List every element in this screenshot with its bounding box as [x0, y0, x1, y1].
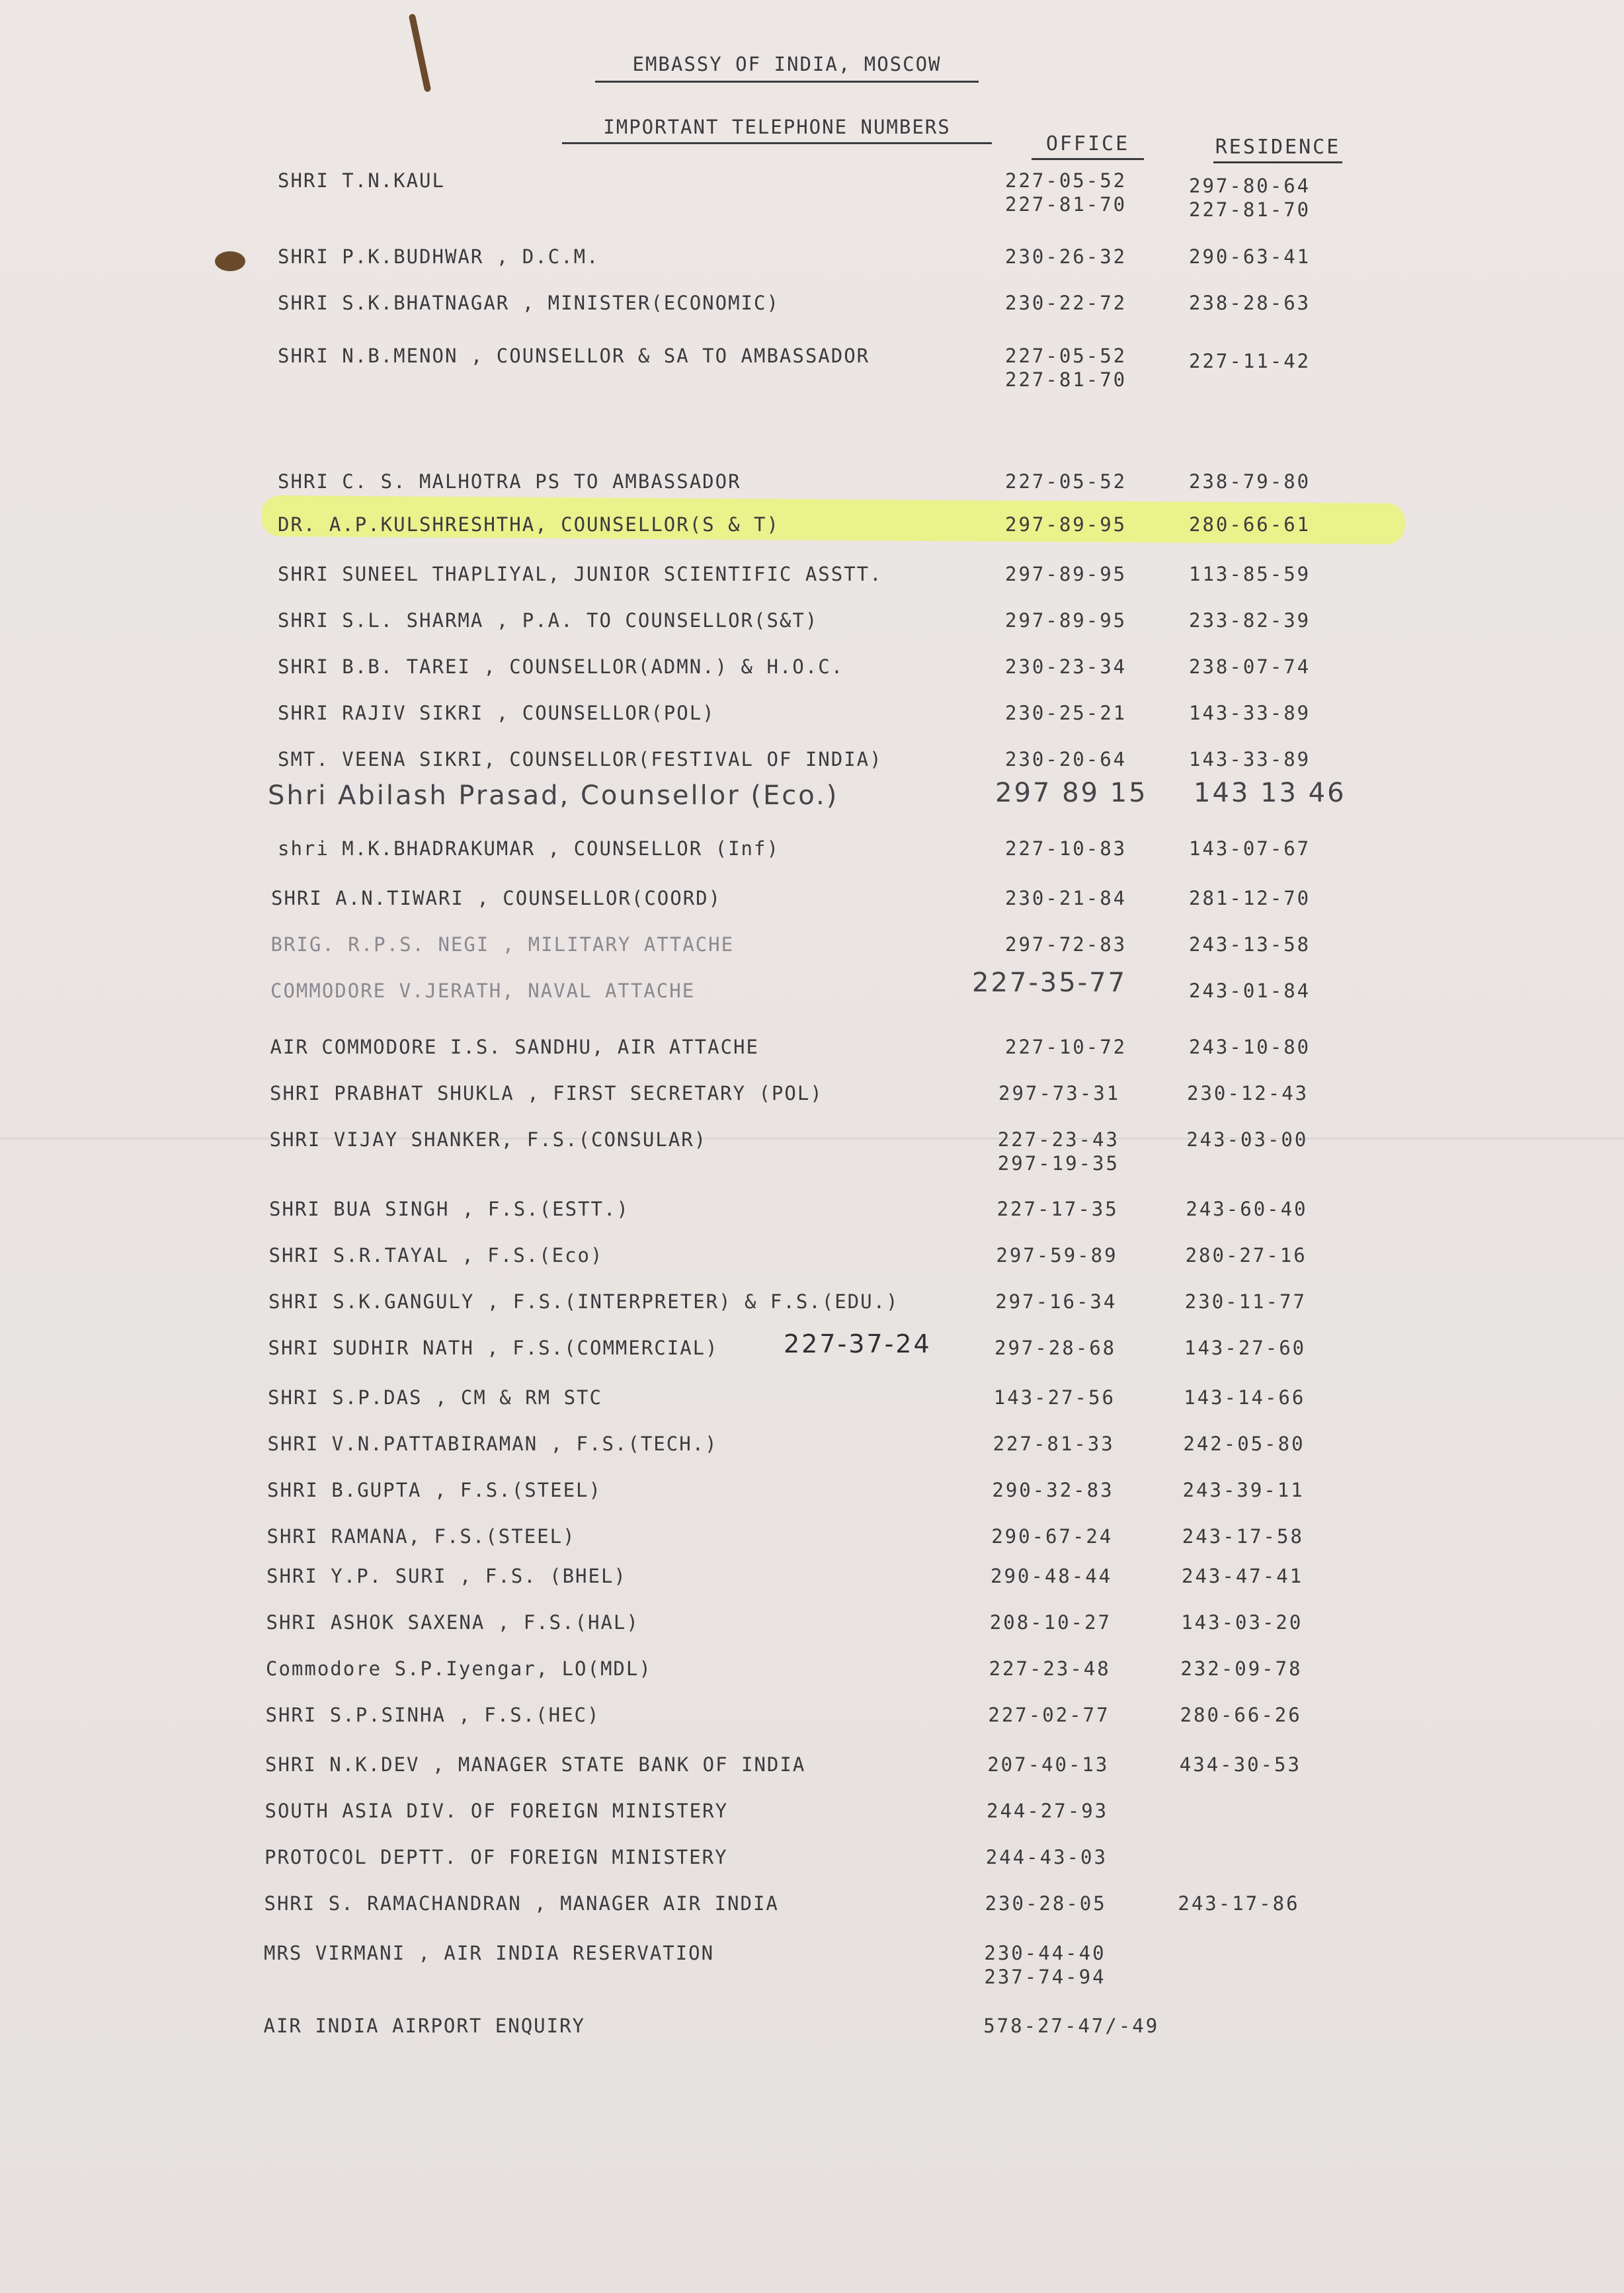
office-number	[1005, 470, 1127, 493]
office-number	[1005, 837, 1127, 860]
residence-number	[1189, 979, 1311, 1003]
residence-number-line: 242-05-80	[1183, 1433, 1305, 1455]
residence-number	[1180, 1657, 1302, 1681]
office-number	[989, 1657, 1111, 1681]
table-row	[0, 1329, 1624, 1359]
office-number-line: 244-27-93	[987, 1800, 1109, 1822]
residence-number-line: 243-39-11	[1182, 1479, 1305, 1501]
residence-number-line: 290-63-41	[1189, 245, 1311, 268]
office-number	[1005, 655, 1127, 679]
residence-number-line: 227-11-42	[1189, 350, 1311, 372]
residence-number-line: 243-60-40	[1186, 1198, 1308, 1220]
office-number	[994, 1386, 1116, 1409]
residence-number-line: 143-27-60	[1184, 1337, 1307, 1359]
table-row	[0, 1478, 1624, 1501]
office-number-line: 227-05-52	[1005, 345, 1127, 367]
residence-number-line: 243-03-00	[1186, 1128, 1309, 1151]
office-number	[996, 1243, 1117, 1267]
office-number	[984, 1941, 1106, 1989]
residence-number	[1186, 1243, 1307, 1267]
office-number	[1005, 562, 1127, 586]
residence-number	[1189, 513, 1311, 536]
table-row	[0, 1243, 1624, 1267]
residence-number-line: 143-07-67	[1189, 837, 1311, 860]
entry-name: MRS VIRMANI , AIR INDIA RESERVATION	[264, 1942, 715, 1964]
entry-name: SHRI V.N.PATTABIRAMAN , F.S.(TECH.)	[267, 1433, 718, 1455]
residence-number	[1189, 291, 1311, 315]
ink-stain	[215, 251, 245, 271]
residence-number-line: 280-66-26	[1180, 1704, 1302, 1726]
entry-name: COMMODORE V.JERATH, NAVAL ATTACHE	[270, 980, 696, 1002]
entry-name: SHRI A.N.TIWARI , COUNSELLOR(COORD)	[271, 887, 722, 909]
entry-name: SHRI N.B.MENON , COUNSELLOR & SA TO AMBASSADOR	[278, 345, 870, 367]
residence-number	[1185, 1290, 1307, 1313]
office-number	[1005, 886, 1127, 910]
entry-name: shri M.K.BHADRAKUMAR , COUNSELLOR (Inf)	[278, 837, 780, 860]
document-title: EMBASSY OF INDIA, MOSCOW	[595, 53, 979, 83]
entry-name: SHRI S.K.GANGULY , F.S.(INTERPRETER) & F.S.(EDU.)	[268, 1290, 899, 1313]
entry-name: SHRI RAMANA, F.S.(STEEL)	[266, 1525, 576, 1548]
residence-number-line: 434-30-53	[1179, 1753, 1301, 1776]
office-number-line: 237-74-94	[984, 1966, 1106, 1988]
office-number-line: 230-28-05	[985, 1892, 1107, 1915]
office-number-line: 227-81-70	[1005, 193, 1127, 216]
table-row	[0, 1081, 1624, 1105]
office-number-line: 578-27-47/-49	[983, 2015, 1160, 2037]
office-number-line: 230-23-34	[1005, 655, 1127, 678]
residence-number	[1183, 1432, 1305, 1456]
residence-number	[1189, 470, 1311, 493]
office-number-line: 227-02-77	[988, 1704, 1110, 1726]
table-row	[0, 291, 1624, 314]
residence-number-line: 238-79-80	[1189, 470, 1311, 493]
residence-number-line: 143-33-89	[1189, 702, 1311, 724]
residence-number-line: 143-14-66	[1184, 1386, 1306, 1409]
office-number	[990, 1610, 1112, 1634]
office-number	[1005, 291, 1127, 315]
residence-number-line: 238-28-63	[1189, 292, 1311, 314]
office-number-line: 290-67-24	[991, 1525, 1114, 1548]
residence-number	[1194, 778, 1346, 808]
office-number	[972, 968, 1127, 998]
residence-number	[1182, 1564, 1303, 1588]
office-number-line: 230-20-64	[1005, 748, 1127, 771]
office-number	[995, 778, 1148, 808]
office-number-line: 290-32-83	[992, 1479, 1114, 1501]
residence-number	[1183, 1478, 1305, 1502]
office-number-line: 297-19-35	[997, 1152, 1119, 1175]
office-number-line: 143-27-56	[993, 1386, 1116, 1409]
office-number	[997, 1197, 1119, 1221]
office-number-line: 297-89-95	[1005, 513, 1127, 536]
entry-name: SHRI S.P.SINHA , F.S.(HEC)	[265, 1704, 600, 1726]
office-number	[993, 1432, 1115, 1456]
entry-name: SHRI T.N.KAUL	[278, 169, 445, 192]
office-number-line: 207-40-13	[987, 1753, 1110, 1776]
residence-number-line: 230-12-43	[1187, 1082, 1309, 1105]
residence-number	[1189, 562, 1311, 586]
office-number-line: 227-10-83	[1005, 837, 1127, 860]
office-number	[1005, 1035, 1127, 1059]
entry-name: Shri Abilash Prasad, Counsellor (Eco.)	[268, 780, 839, 811]
office-number-line: 227-35-77	[972, 968, 1127, 998]
table-row	[0, 968, 1624, 1002]
entry-name: SMT. VEENA SIKRI, COUNSELLOR(FESTIVAL OF INDIA)	[278, 748, 883, 771]
entry-name: SHRI PRABHAT SHUKLA , FIRST SECRETARY (POL)	[270, 1082, 823, 1105]
residence-number-line: 143-03-20	[1181, 1611, 1303, 1634]
residence-number	[1180, 1703, 1302, 1727]
residence-number	[1189, 886, 1311, 910]
office-number	[1005, 933, 1127, 956]
entry-name: AIR INDIA AIRPORT ENQUIRY	[263, 2015, 585, 2037]
paper-fold-line	[0, 1138, 1624, 1140]
residence-number-line: 232-09-78	[1180, 1657, 1303, 1680]
residence-number	[1182, 1524, 1304, 1548]
entry-name: SHRI B.B. TAREI , COUNSELLOR(ADMN.) & H.O.C.	[278, 655, 844, 678]
handwritten-number: 227-37-24	[784, 1329, 932, 1358]
residence-number	[1184, 1336, 1306, 1360]
residence-number	[1189, 174, 1311, 222]
table-row	[0, 1799, 1624, 1822]
residence-number	[1189, 655, 1311, 679]
table-row	[0, 1941, 1624, 1988]
residence-number-line: 243-13-58	[1189, 933, 1311, 956]
residence-number	[1189, 349, 1311, 373]
table-row	[0, 701, 1624, 724]
office-number	[986, 1845, 1108, 1869]
table-row	[0, 1703, 1624, 1726]
office-number-line: 227-05-52	[1005, 169, 1127, 192]
entry-name: DR. A.P.KULSHRESHTHA, COUNSELLOR(S & T)	[278, 513, 780, 536]
office-number-line: 208-10-27	[989, 1611, 1112, 1634]
residence-number-line: 280-66-61	[1189, 513, 1311, 536]
residence-number-line: 143 13 46	[1194, 778, 1346, 808]
office-number-line: 297-73-31	[998, 1082, 1121, 1105]
office-number-line: 227-23-43	[997, 1128, 1119, 1151]
column-header-office: OFFICE	[1032, 132, 1144, 160]
office-number	[995, 1290, 1117, 1313]
office-number	[992, 1478, 1114, 1502]
document-subtitle: IMPORTANT TELEPHONE NUMBERS	[562, 116, 992, 144]
office-number-line: 297-89-95	[1005, 563, 1127, 585]
entry-name: SHRI VIJAY SHANKER, F.S.(CONSULAR)	[269, 1128, 708, 1151]
entry-name: AIR COMMODORE I.S. SANDHU, AIR ATTACHE	[270, 1036, 759, 1058]
table-row	[0, 1845, 1624, 1868]
table-row	[0, 608, 1624, 632]
residence-number	[1178, 1892, 1299, 1915]
entry-name: SHRI RAJIV SIKRI , COUNSELLOR(POL)	[278, 702, 715, 724]
entry-name: PROTOCOL DEPTT. OF FOREIGN MINISTERY	[264, 1846, 728, 1868]
table-row	[0, 747, 1624, 771]
office-number-line: 230-26-32	[1005, 245, 1127, 268]
residence-number	[1189, 747, 1311, 771]
residence-number	[1189, 933, 1311, 956]
office-number	[1005, 245, 1127, 269]
office-number-line: 244-43-03	[985, 1846, 1108, 1868]
residence-number-line: 238-07-74	[1189, 655, 1311, 678]
entry-name: SHRI N.K.DEV , MANAGER STATE BANK OF INDIA	[265, 1753, 806, 1776]
residence-number	[1189, 608, 1311, 632]
residence-number	[1189, 1035, 1311, 1059]
residence-number-line: 243-47-41	[1182, 1565, 1304, 1587]
residence-number-line: 243-17-86	[1178, 1892, 1300, 1915]
office-number	[1005, 608, 1127, 632]
table-row	[0, 562, 1624, 585]
office-number	[1005, 344, 1127, 392]
office-number	[988, 1703, 1110, 1727]
residence-number-line: 113-85-59	[1189, 563, 1311, 585]
office-number-line: 227-10-72	[1005, 1036, 1127, 1058]
office-number-line: 230-21-84	[1005, 887, 1127, 909]
entry-name: SHRI B.GUPTA , F.S.(STEEL)	[267, 1479, 602, 1501]
entry-name: SHRI C. S. MALHOTRA PS TO AMBASSADOR	[278, 470, 741, 493]
residence-number	[1189, 245, 1311, 269]
office-number	[983, 2014, 1159, 2038]
office-number-line: 230-22-72	[1005, 292, 1127, 314]
entry-name: SHRI S.K.BHATNAGAR , MINISTER(ECONOMIC)	[278, 292, 780, 314]
entry-name: SHRI S.P.DAS , CM & RM STC	[268, 1386, 602, 1409]
office-number-line: 227-23-48	[989, 1657, 1111, 1680]
residence-number-line: 297-80-64	[1189, 175, 1311, 197]
residence-number-line: 233-82-39	[1189, 609, 1311, 632]
table-row	[0, 1197, 1624, 1220]
table-row	[0, 1035, 1624, 1058]
entry-name: SHRI ASHOK SAXENA , F.S.(HAL)	[266, 1611, 639, 1634]
table-row	[0, 344, 1624, 391]
entry-name: SHRI SUDHIR NATH , F.S.(COMMERCIAL)	[268, 1337, 719, 1359]
residence-number-line: 227-81-70	[1189, 198, 1311, 221]
office-number	[1005, 747, 1127, 771]
entry-name: SHRI S.R.TAYAL , F.S.(Eco)	[268, 1244, 604, 1267]
office-number	[987, 1799, 1108, 1823]
residence-number	[1184, 1386, 1305, 1409]
office-number-line: 290-48-44	[991, 1565, 1113, 1587]
entry-name: Commodore S.P.Iyengar, LO(MDL)	[266, 1657, 652, 1680]
office-number-line: 297-16-34	[995, 1290, 1117, 1313]
office-number-line: 227-81-33	[993, 1433, 1115, 1455]
office-number-line: 230-44-40	[984, 1942, 1106, 1964]
office-number	[985, 1892, 1107, 1915]
residence-number	[1181, 1610, 1303, 1634]
table-row	[0, 1432, 1624, 1455]
office-number	[991, 1564, 1112, 1588]
entry-name: SHRI BUA SINGH , F.S.(ESTT.)	[269, 1198, 629, 1220]
office-number-line: 227-81-70	[1005, 368, 1127, 391]
residence-number-line: 280-27-16	[1185, 1244, 1307, 1267]
residence-number-line: 281-12-70	[1189, 887, 1311, 909]
office-number	[1005, 701, 1127, 725]
column-header-residence: RESIDENCE	[1213, 136, 1342, 163]
table-row	[0, 886, 1624, 909]
entry-name: SHRI P.K.BUDHWAR , D.C.M.	[278, 245, 600, 268]
table-row	[0, 2014, 1624, 2037]
office-number-line: 297 89 15	[995, 778, 1148, 808]
entry-name: SHRI SUNEEL THAPLIYAL, JUNIOR SCIENTIFIC ASSTT.	[278, 563, 883, 585]
office-number	[1005, 169, 1127, 216]
entry-name: BRIG. R.P.S. NEGI , MILITARY ATTACHE	[270, 933, 735, 956]
residence-number-line: 230-11-77	[1184, 1290, 1307, 1313]
residence-number-line: 243-01-84	[1189, 980, 1311, 1002]
table-row	[0, 1564, 1624, 1587]
office-number	[998, 1081, 1120, 1105]
office-number-line: 230-25-21	[1005, 702, 1127, 724]
entry-name: SHRI Y.P. SURI , F.S. (BHEL)	[266, 1565, 627, 1587]
office-number-line: 297-89-95	[1005, 609, 1127, 632]
residence-number	[1189, 837, 1311, 860]
office-number	[991, 1524, 1113, 1548]
entry-name: SOUTH ASIA DIV. OF FOREIGN MINISTERY	[264, 1800, 729, 1822]
office-number-line: 227-17-35	[996, 1198, 1119, 1220]
residence-number-line: 243-17-58	[1182, 1525, 1304, 1548]
residence-number-line: 143-33-89	[1189, 748, 1311, 771]
residence-number	[1187, 1081, 1309, 1105]
entry-name: SHRI S.L. SHARMA , P.A. TO COUNSELLOR(S&T)	[278, 609, 819, 632]
office-number-line: 297-28-68	[995, 1337, 1117, 1359]
residence-number	[1186, 1128, 1308, 1151]
office-number-line: 227-05-52	[1005, 470, 1127, 493]
residence-number	[1180, 1753, 1301, 1776]
office-number-line: 297-72-83	[1005, 933, 1127, 956]
table-row	[0, 1610, 1624, 1634]
office-number	[1005, 513, 1127, 536]
table-row	[0, 1524, 1624, 1548]
residence-number-line: 243-10-80	[1189, 1036, 1311, 1058]
office-number-line: 297-59-89	[996, 1244, 1118, 1267]
office-number	[995, 1336, 1116, 1360]
office-number	[998, 1128, 1119, 1175]
office-number	[987, 1753, 1109, 1776]
entry-name: SHRI S. RAMACHANDRAN , MANAGER AIR INDIA	[264, 1892, 779, 1915]
residence-number	[1186, 1197, 1307, 1221]
residence-number	[1189, 701, 1311, 725]
